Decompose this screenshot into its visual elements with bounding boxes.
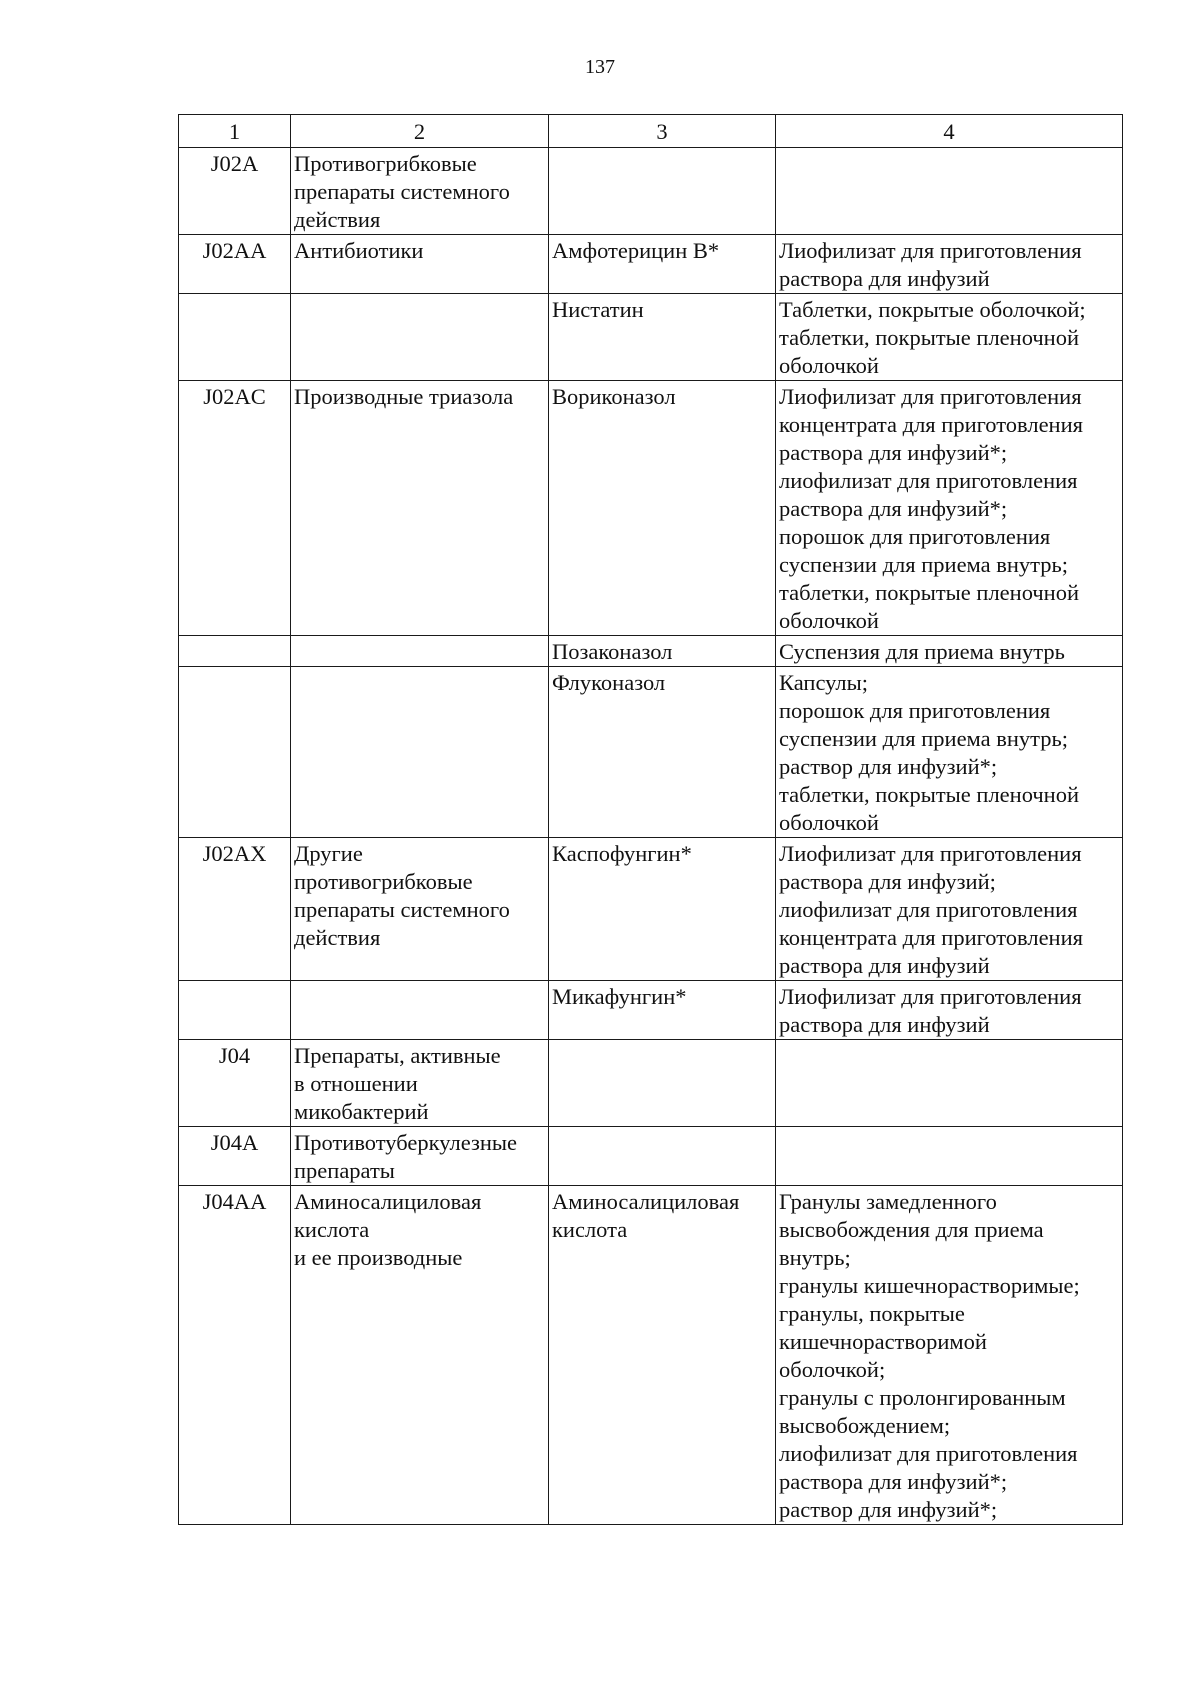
drug-cell: Вориконазол [549, 381, 776, 636]
group-cell [291, 294, 549, 381]
group-cell: Другие противогрибковые препараты системного действия [291, 838, 549, 981]
group-cell [291, 981, 549, 1040]
table-header-row [179, 115, 1123, 148]
column-header: 1 [179, 115, 291, 148]
forms-cell: Капсулы; порошок для приготовления суспензии для приема внутрь; раствор для инфузий*; таблетки, покрытые пленочной оболочкой [776, 667, 1123, 838]
table-row [179, 1127, 1123, 1186]
table-row [179, 667, 1123, 838]
drug-cell [549, 1040, 776, 1127]
forms-cell: Лиофилизат для приготовления раствора для инфузий [776, 981, 1123, 1040]
atc-code-cell [179, 294, 291, 381]
page-number: 137 [585, 56, 615, 78]
column-header: 3 [549, 115, 776, 148]
table-row [179, 636, 1123, 667]
drug-cell [549, 148, 776, 235]
forms-cell [776, 148, 1123, 235]
forms-cell: Суспензия для приема внутрь [776, 636, 1123, 667]
drug-table [178, 114, 1123, 1525]
atc-code-cell: J04A [179, 1127, 291, 1186]
group-cell: Антибиотики [291, 235, 549, 294]
table-row [179, 294, 1123, 381]
atc-code-cell [179, 636, 291, 667]
table-row [179, 381, 1123, 636]
forms-cell: Лиофилизат для приготовления раствора для инфузий [776, 235, 1123, 294]
forms-cell: Лиофилизат для приготовления концентрата для приготовления раствора для инфузий*; лиофилизат для приготовления раствора для инфузий*; порошок для приготовления суспензии для приема внутрь; таблетки, покрытые пленочной оболочкой [776, 381, 1123, 636]
atc-code-cell [179, 667, 291, 838]
drug-cell: Амфотерицин В* [549, 235, 776, 294]
atc-code-cell: J02AC [179, 381, 291, 636]
drug-cell: Флуконазол [549, 667, 776, 838]
column-header: 4 [776, 115, 1123, 148]
forms-cell [776, 1127, 1123, 1186]
group-cell: Препараты, активные в отношении микобактерий [291, 1040, 549, 1127]
group-cell: Аминосалициловая кислота и ее производные [291, 1186, 549, 1525]
atc-code-cell [179, 981, 291, 1040]
group-cell [291, 667, 549, 838]
forms-cell: Гранулы замедленного высвобождения для приема внутрь; гранулы кишечнорастворимые; гранулы, покрытые кишечнорастворимой оболочкой; гранулы с пролонгированным высвобождением; лиофилизат для приготовления раствора для инфузий*; раствор для инфузий*; [776, 1186, 1123, 1525]
table-row [179, 981, 1123, 1040]
table-row [179, 148, 1123, 235]
forms-cell: Лиофилизат для приготовления раствора для инфузий; лиофилизат для приготовления концентрата для приготовления раствора для инфузий [776, 838, 1123, 981]
atc-code-cell: J04 [179, 1040, 291, 1127]
table-row [179, 838, 1123, 981]
atc-code-cell: J04AA [179, 1186, 291, 1525]
group-cell [291, 636, 549, 667]
group-cell: Противогрибковые препараты системного действия [291, 148, 549, 235]
atc-code-cell: J02AX [179, 838, 291, 981]
drug-cell: Нистатин [549, 294, 776, 381]
atc-code-cell: J02A [179, 148, 291, 235]
drug-cell: Микафунгин* [549, 981, 776, 1040]
forms-cell: Таблетки, покрытые оболочкой; таблетки, покрытые пленочной оболочкой [776, 294, 1123, 381]
drug-cell: Аминосалициловая кислота [549, 1186, 776, 1525]
group-cell: Противотуберкулезные препараты [291, 1127, 549, 1186]
table-row [179, 1186, 1123, 1525]
table-row [179, 1040, 1123, 1127]
atc-code-cell: J02AA [179, 235, 291, 294]
drug-cell: Каспофунгин* [549, 838, 776, 981]
group-cell: Производные триазола [291, 381, 549, 636]
forms-cell [776, 1040, 1123, 1127]
drug-cell: Позаконазол [549, 636, 776, 667]
column-header: 2 [291, 115, 549, 148]
drug-cell [549, 1127, 776, 1186]
table-row [179, 235, 1123, 294]
